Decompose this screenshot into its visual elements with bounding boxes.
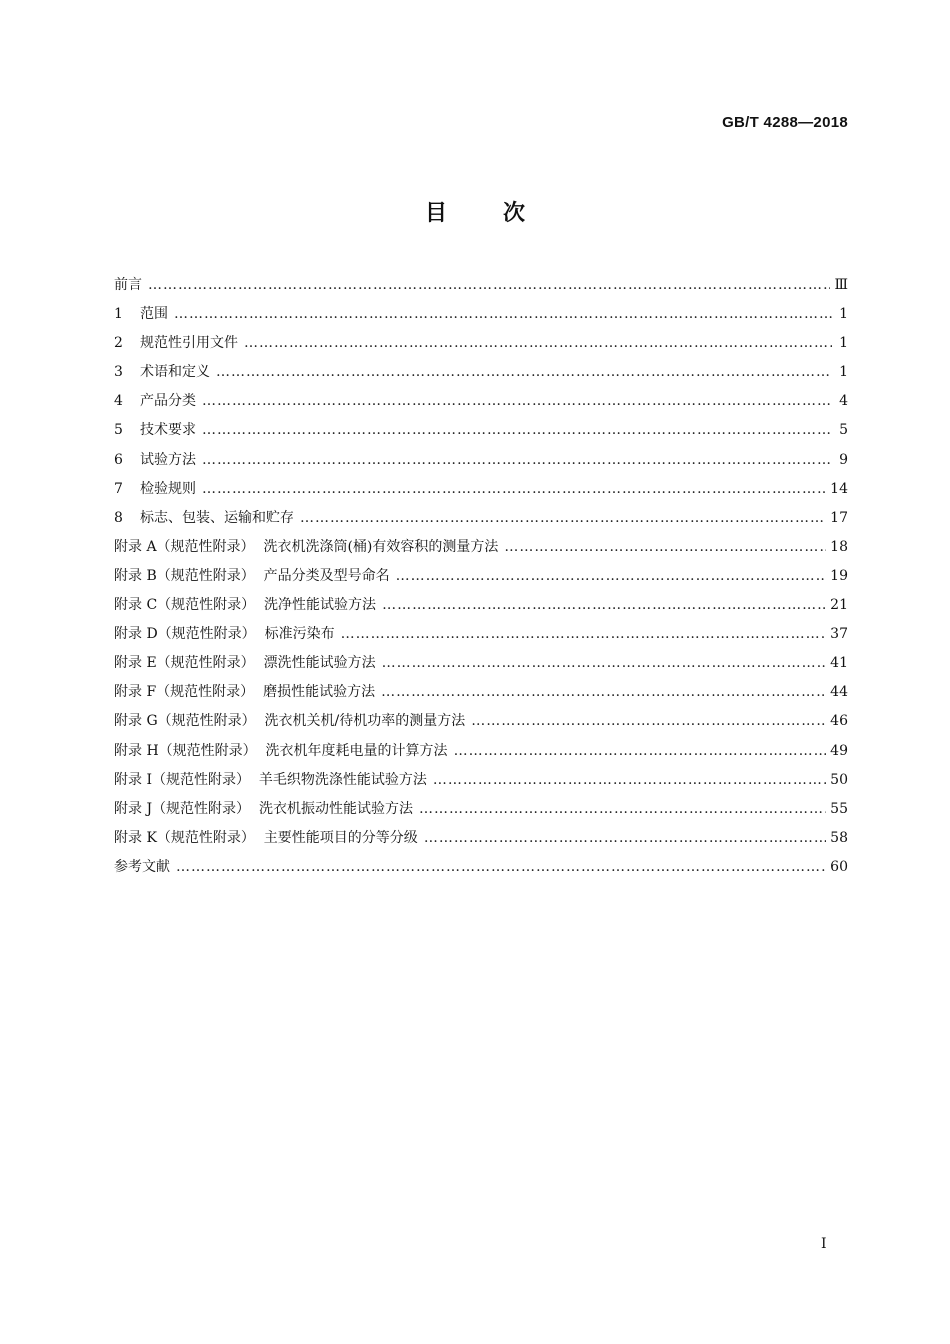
toc-entry-number: 1 [114,306,123,323]
toc-entry[interactable] [114,591,848,620]
toc-entry-page: 1 [839,364,848,381]
toc-entry-label: 附录 D（规范性附录） 标准污染布 [114,626,335,643]
toc-entry-number: 3 [114,364,123,381]
page-number: I [821,1236,827,1252]
standard-code: GB/T 4288—2018 [722,114,848,131]
toc-entry[interactable] [114,620,848,649]
toc-entry-page: 5 [839,422,848,439]
toc-entry-label: 附录 F（规范性附录） 磨损性能试验方法 [114,684,376,701]
toc-leader-dots [419,795,826,824]
toc-leader-dots [176,853,826,882]
toc-entry[interactable] [114,649,848,678]
toc-entry-label: 附录 E（规范性附录） 漂洗性能试验方法 [114,655,376,672]
toc-leader-dots [202,387,832,416]
page-title-part2: 次 [503,201,526,226]
toc-leader-dots [341,620,827,649]
toc-entry-page: 55 [830,800,848,817]
toc-entry-page: 18 [830,538,848,555]
toc-entry-label: 附录 I（规范性附录） 羊毛织物洗涤性能试验方法 [114,771,427,788]
toc-entry-label: 规范性引用文件 [140,335,238,352]
toc-leader-dots [382,649,827,678]
toc-leader-dots [433,766,826,795]
toc-leader-dots [202,475,826,504]
toc-entry-label: 试验方法 [140,451,196,468]
toc-entry-number: 5 [114,422,123,439]
toc-leader-dots [244,329,832,358]
toc-entry-number: 4 [114,393,123,410]
toc-entry[interactable] [114,533,848,562]
toc-entry-label: 附录 J（规范性附录） 洗衣机振动性能试验方法 [114,800,413,817]
toc-leader-dots [174,300,832,329]
toc-entry[interactable] [114,475,848,504]
toc-entry-label: 附录 A（规范性附录） 洗衣机洗涤筒(桶)有效容积的测量方法 [114,538,499,555]
toc-entry-label: 术语和定义 [140,364,210,381]
toc-entry-label: 前言 [114,277,142,293]
toc-entry-page: 1 [839,335,848,352]
toc-entry-page: 41 [830,655,848,672]
toc-entry-number: 6 [114,451,123,468]
toc-leader-dots [216,358,832,387]
toc-entry-page: 19 [830,567,848,584]
toc-entry-page: 58 [830,829,848,846]
toc-entry-number: 8 [114,509,123,526]
toc-entry[interactable] [114,707,848,736]
table-of-contents [114,271,848,882]
toc-entry[interactable] [114,795,848,824]
toc-entry-page: 21 [830,597,848,614]
toc-entry-label: 检验规则 [140,480,196,497]
toc-entry-label: 附录 C（规范性附录） 洗净性能试验方法 [114,597,377,614]
page-title [0,196,950,227]
toc-leader-dots [504,533,826,562]
toc-entry-page: 49 [830,742,848,759]
toc-entry[interactable] [114,737,848,766]
toc-entry[interactable] [114,562,848,591]
toc-entry-label: 产品分类 [140,393,196,410]
toc-entry-page: 14 [830,480,848,497]
toc-entry-page: 4 [839,393,848,410]
toc-entry[interactable] [114,300,848,329]
toc-entry-page: Ⅲ [834,277,848,293]
toc-entry[interactable] [114,387,848,416]
toc-leader-dots [382,591,826,620]
toc-entry-label: 附录 G（规范性附录） 洗衣机关机/待机功率的测量方法 [114,713,466,730]
toc-leader-dots [148,271,830,300]
toc-leader-dots [202,416,832,445]
toc-entry-label: 附录 K（规范性附录） 主要性能项目的分等分级 [114,829,418,846]
toc-entry[interactable] [114,416,848,445]
toc-leader-dots [381,678,826,707]
toc-entry[interactable] [114,824,848,853]
toc-entry-page: 46 [830,713,848,730]
toc-entry-number: 7 [114,480,123,497]
toc-leader-dots [471,707,826,736]
toc-entry-number: 2 [114,335,123,352]
toc-leader-dots [202,446,832,475]
toc-entry[interactable] [114,358,848,387]
toc-leader-dots [424,824,826,853]
toc-entry-page: 60 [830,858,848,875]
toc-entry-label: 技术要求 [140,422,196,439]
toc-entry[interactable] [114,504,848,533]
toc-leader-dots [454,737,827,766]
toc-entry-page: 50 [830,771,848,788]
toc-entry-page: 17 [830,509,848,526]
toc-entry-page: 9 [839,451,848,468]
toc-entry-page: 37 [830,626,848,643]
toc-leader-dots [300,504,826,533]
toc-entry[interactable] [114,329,848,358]
toc-entry[interactable] [114,446,848,475]
toc-entry-label: 附录 H（规范性附录） 洗衣机年度耗电量的计算方法 [114,742,448,759]
toc-entry-label: 标志、包装、运输和贮存 [140,509,294,526]
toc-entry[interactable] [114,766,848,795]
toc-entry-label: 附录 B（规范性附录） 产品分类及型号命名 [114,567,390,584]
toc-entry[interactable] [114,271,848,300]
toc-entry[interactable] [114,678,848,707]
toc-entry-label: 范围 [140,306,168,323]
toc-leader-dots [396,562,827,591]
toc-entry[interactable] [114,853,848,882]
toc-entry-label: 参考文献 [114,858,170,875]
toc-entry-page: 1 [839,306,848,323]
toc-entry-page: 44 [830,684,848,701]
page-title-part1: 目 [424,201,447,226]
